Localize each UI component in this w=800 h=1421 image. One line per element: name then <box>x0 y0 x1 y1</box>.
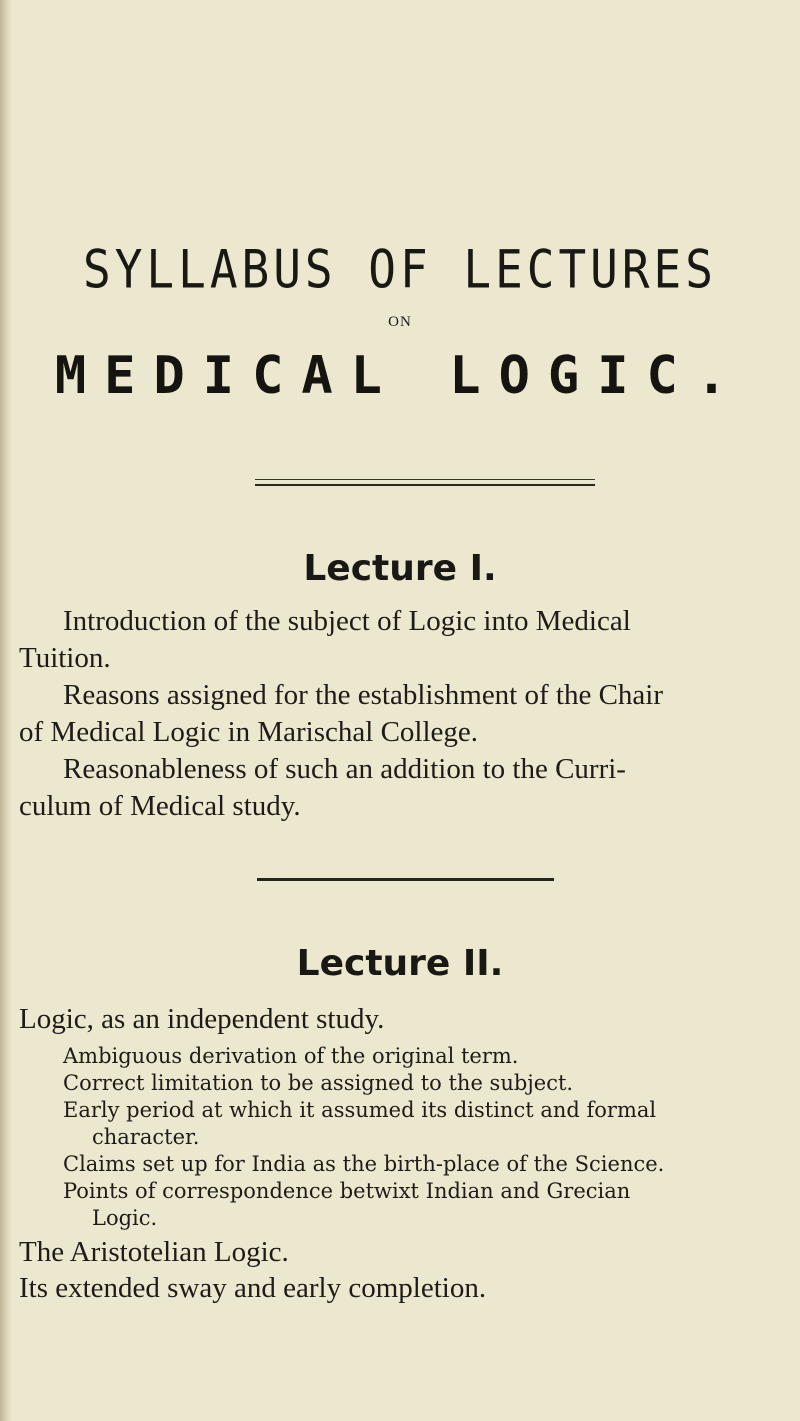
lecture-2-line: The Aristotelian Logic. <box>19 1236 289 1268</box>
lecture-2-line: Claims set up for India as the birth-place of the Science. <box>63 1152 665 1176</box>
lecture-2-line: Its extended sway and early completion. <box>19 1272 487 1304</box>
page-title: SYLLABUS OF LECTURES <box>83 237 717 301</box>
title-connector: ON <box>388 314 412 330</box>
lecture-2-line: Logic, as an independent study. <box>19 1003 385 1035</box>
lecture-1-heading: Lecture I. <box>303 548 497 589</box>
subject-title: MEDICAL LOGIC. <box>54 346 746 406</box>
lecture-2-heading: Lecture II. <box>296 943 504 984</box>
lecture-2-line: Ambiguous derivation of the original term. <box>63 1044 519 1068</box>
lecture-1-line: Reasons assigned for the establishment of the Chair <box>63 679 664 711</box>
lecture-2-line: character. <box>92 1125 200 1149</box>
double-rule-divider <box>255 479 595 486</box>
lecture-1-line: Introduction of the subject of Logic into Medical <box>63 605 631 637</box>
lecture-2-line: Correct limitation to be assigned to the subject. <box>63 1071 574 1095</box>
lecture-1-line: of Medical Logic in Marischal College. <box>19 716 479 748</box>
lecture-2-line: Logic. <box>92 1206 158 1230</box>
lecture-1-line: culum of Medical study. <box>19 790 301 822</box>
lecture-2-line: Early period at which it assumed its distinct and formal <box>63 1098 657 1122</box>
section-rule <box>257 878 554 881</box>
lecture-1-line: Tuition. <box>19 642 111 674</box>
lecture-2-line: Points of correspondence betwixt Indian and Grecian <box>63 1179 631 1203</box>
lecture-1-line: Reasonableness of such an addition to the Curri- <box>63 753 626 785</box>
